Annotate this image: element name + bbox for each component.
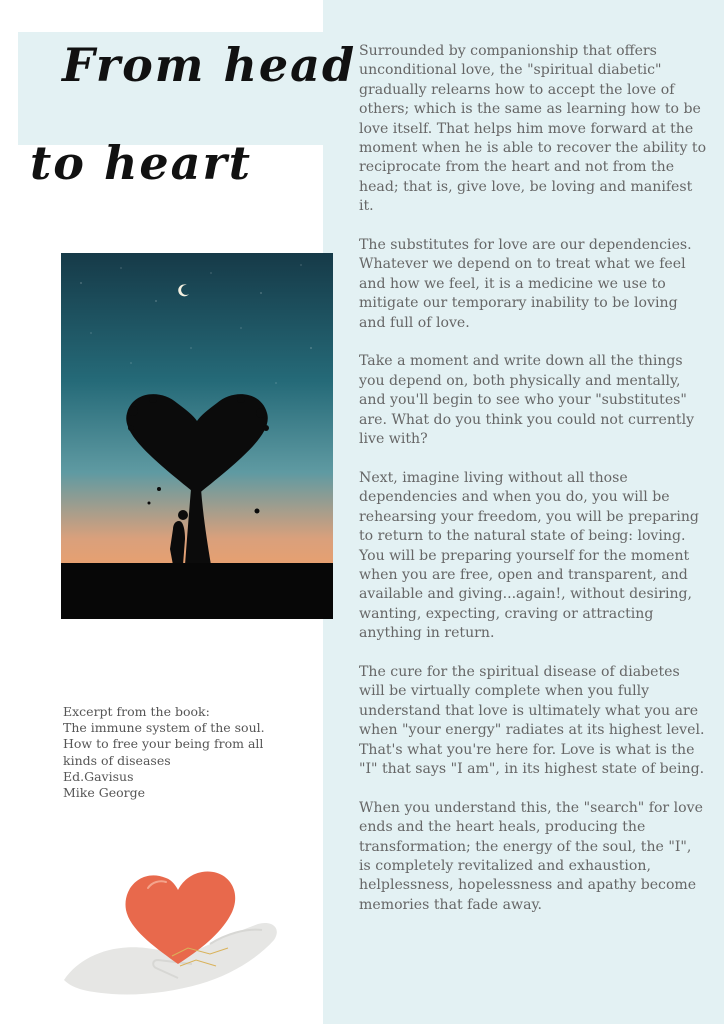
heart-tree-photo [61,253,333,619]
article-paragraph: The substitutes for love are our dependencies. Whatever we depend on to treat what we feel and how we feel, it is a medicine we use to mitigate our temporary inability to be loving and full of love. [359,237,692,331]
book-excerpt-credit [63,704,313,801]
excerpt-line: The immune system of the soul. [63,720,265,736]
excerpt-line: Ed.Gavisus [63,768,134,784]
article-paragraph: The cure for the spiritual disease of diabetes will be virtually complete when you fully understand that love is ultimately what you are when "your energy" radiates at its highest level. That's what you're here for. Love is what is the "I" that says "I am", in its highest state of being. [359,663,705,777]
article-paragraph: Surrounded by companionship that offers unconditional love, the "spiritual diabetic" gradually relearns how to accept the love of others; which is the same as learning how to be love itself. That helps him move forward at the moment when he is able to recover the ability to reciprocate from the heart and not from the head; that is, give love, be loving and manifest it. [359,43,707,215]
excerpt-line: Mike George [63,785,146,801]
page-title-line-2: to heart [30,136,252,190]
excerpt-line: How to free your being from all [63,736,264,752]
excerpt-line: kinds of diseases [63,752,171,768]
article-paragraph: Take a moment and write down all the things you depend on, both physically and mentally, and you'll begin to see who your "substitutes" are. What do you think you could not currently live with? [359,353,695,448]
excerpt-line: Excerpt from the book: [63,704,210,719]
article-paragraph: When you understand this, the "search" for love ends and the heart heals, producing the transformation; the energy of the soul, the "I", is completely revitalized and exhaustion, helplessness, hopelessness and apathy become memories that fade away. [359,799,703,913]
article-body [359,42,707,935]
article-paragraph: Next, imagine living without all those dependencies and when you do, you will be rehearsing your freedom, you will be preparing to return to the natural state of being: loving. You will be preparing yourself for the moment when you are free, open and transparent, and available and giving...again!, without desiring, wanting, expecting, craving or attracting anything in return. [359,469,699,642]
page-title-line-1: From head [62,38,357,92]
heart-in-hand-illustration [60,852,292,1002]
